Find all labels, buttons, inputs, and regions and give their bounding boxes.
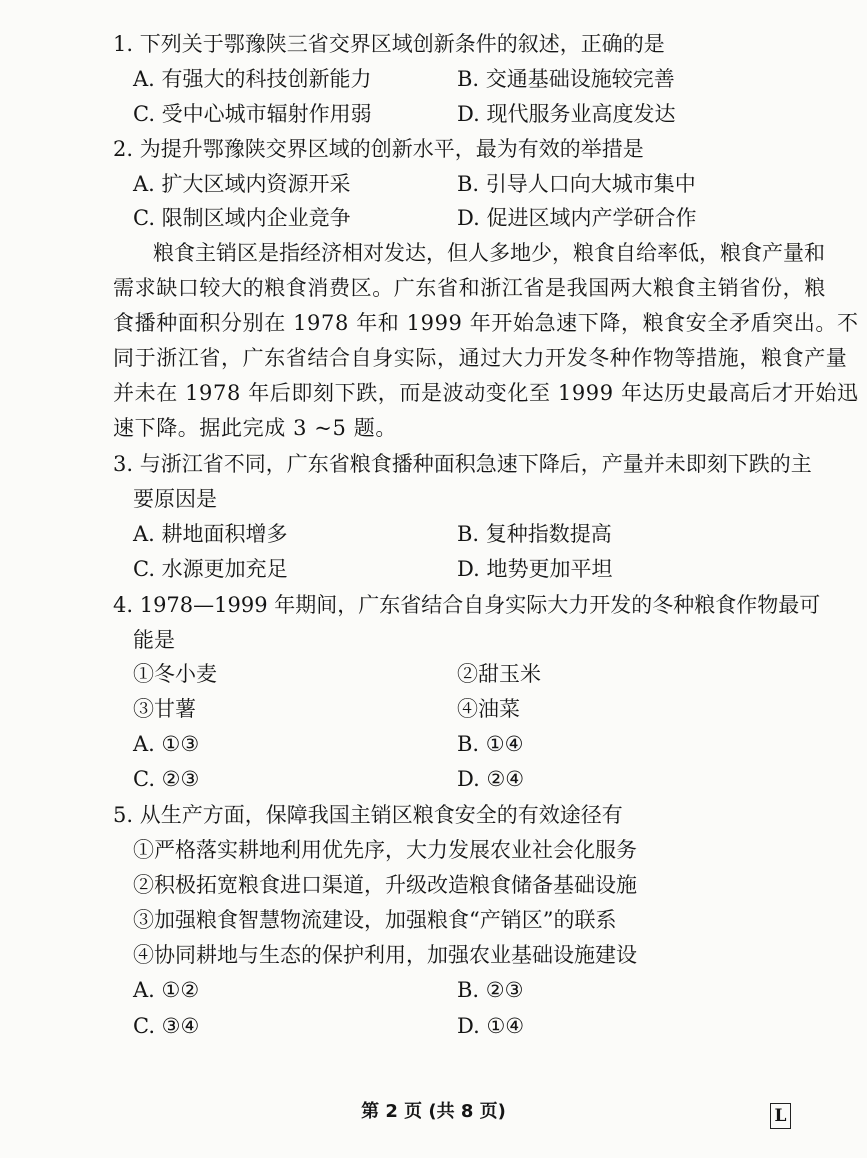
question-1-stem: 1. 下列关于鄂豫陕三省交界区域创新条件的叙述，正确的是 (113, 32, 665, 56)
question-4-option-d: D. ②④ (457, 767, 525, 791)
question-5-option-c: C. ③④ (133, 1014, 200, 1038)
question-4-item-4: ④油菜 (457, 697, 520, 721)
passage-line: 速下降。据此完成 3 ~5 题。 (113, 416, 397, 440)
passage-line: 并未在 1978 年后即刻下跌，而是波动变化至 1999 年达历史最高后才开始迅 (113, 381, 859, 405)
passage-line: 食播种面积分别在 1978 年和 1999 年开始急速下降，粮食安全矛盾突出。不 (113, 311, 859, 335)
question-3-option-a: A. 耕地面积增多 (133, 522, 288, 546)
question-5-option-b: B. ②③ (457, 978, 524, 1002)
question-2-option-a: A. 扩大区域内资源开采 (133, 172, 351, 196)
passage-line: 需求缺口较大的粮食消费区。广东省和浙江省是我国两大粮食主销省份，粮 (113, 276, 826, 300)
question-2-option-d: D. 促进区域内产学研合作 (457, 206, 697, 230)
page-number: 第 2 页 (共 8 页) (361, 1101, 506, 1122)
question-4-option-b: B. ①④ (457, 732, 524, 756)
question-2-option-c: C. 限制区域内企业竞争 (133, 206, 351, 230)
question-5-stem: 5. 从生产方面，保障我国主销区粮食安全的有效途径有 (113, 803, 623, 827)
question-4-option-a: A. ①③ (133, 732, 200, 756)
question-5-item-3: ③加强粮食智慧物流建设，加强粮食“产销区”的联系 (133, 908, 617, 932)
question-5-option-a: A. ①② (133, 978, 200, 1002)
question-4-option-c: C. ②③ (133, 767, 200, 791)
question-5-item-2: ②积极拓宽粮食进口渠道，升级改造粮食储备基础设施 (133, 873, 637, 897)
question-2-stem: 2. 为提升鄂豫陕交界区域的创新水平，最为有效的举措是 (113, 137, 644, 161)
question-4-item-2: ②甜玉米 (457, 662, 541, 686)
question-4-item-1: ①冬小麦 (133, 662, 217, 686)
question-2-option-b: B. 引导人口向大城市集中 (457, 172, 696, 196)
question-3-stem: 3. 与浙江省不同，广东省粮食播种面积急速下降后，产量并未即刻下跌的主 (113, 452, 812, 476)
question-4-stem: 4. 1978—1999 年期间，广东省结合自身实际大力开发的冬种粮食作物最可 (113, 593, 821, 617)
question-5-item-1: ①严格落实耕地利用优先序，大力发展农业社会化服务 (133, 838, 637, 862)
passage-line: 粮食主销区是指经济相对发达，但人多地少，粮食自给率低，粮食产量和 (153, 241, 825, 265)
question-1-option-b: B. 交通基础设施较完善 (457, 67, 675, 91)
question-5-item-4: ④协同耕地与生态的保护利用，加强农业基础设施建设 (133, 943, 637, 967)
version-mark: L (770, 1103, 791, 1129)
passage-line: 同于浙江省，广东省结合自身实际，通过大力开发冬种作物等措施，粮食产量 (113, 346, 848, 370)
question-1-option-d: D. 现代服务业高度发达 (457, 102, 676, 126)
question-3-option-b: B. 复种指数提高 (457, 522, 612, 546)
question-4-item-3: ③甘薯 (133, 697, 196, 721)
question-1-option-c: C. 受中心城市辐射作用弱 (133, 102, 372, 126)
question-4-stem-cont: 能是 (133, 628, 175, 652)
question-5-option-d: D. ①④ (457, 1014, 525, 1038)
question-1-option-a: A. 有强大的科技创新能力 (133, 67, 372, 91)
question-3-stem-cont: 要原因是 (133, 487, 217, 511)
question-3-option-d: D. 地势更加平坦 (457, 557, 613, 581)
question-3-option-c: C. 水源更加充足 (133, 557, 288, 581)
